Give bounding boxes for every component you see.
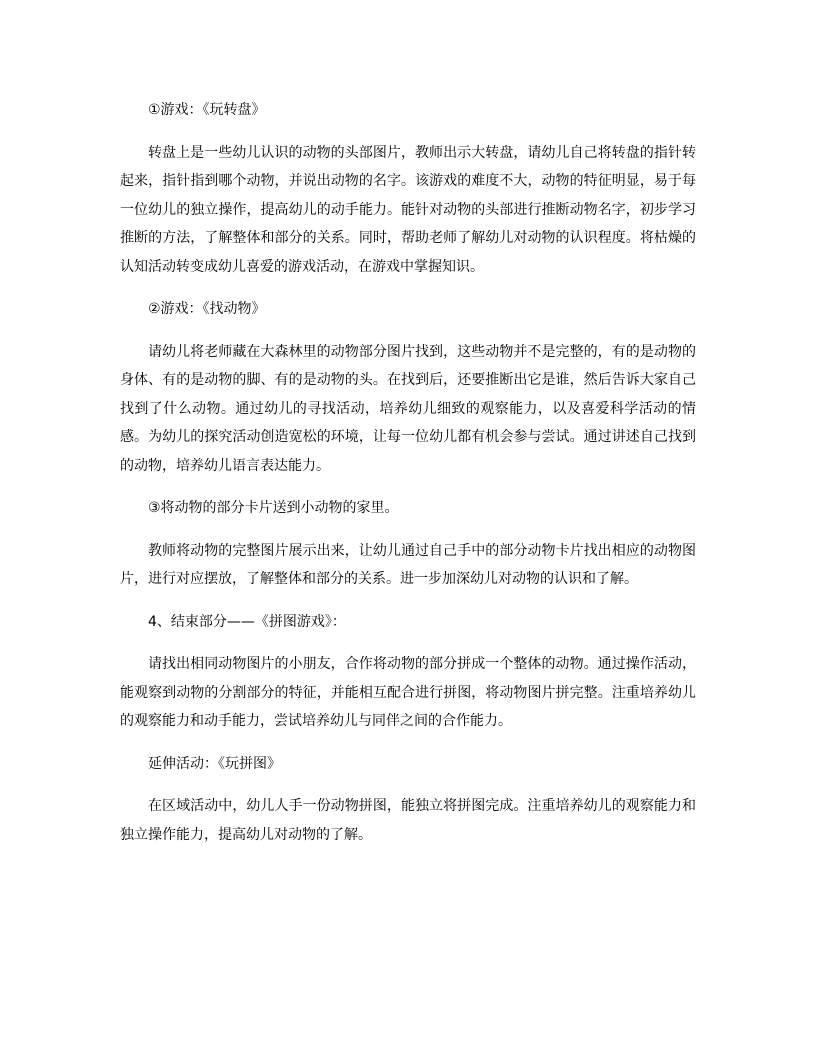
document-body (120, 96, 696, 863)
paragraph-game-2: 请幼儿将老师藏在大森林里的动物部分图片找到，这些动物并不是完整的，有的是动物的身体、有的是动物的脚、有的是动物的头。在找到后，还要推断出它是谁，然后告诉大家自己找到了什么动物。通过幼儿的寻找活动，培养幼儿细致的观察能力，以及喜爱科学活动的情感。为幼儿的探究活动创造宽松的环境，让每一位幼儿都有机会参与尝试。通过讲述自己找到的动物，培养幼儿语言表达能力。 (120, 343, 696, 474)
paragraph-extension: 在区域活动中，幼儿人手一份动物拼图，能独立将拼图完成。注重培养幼儿的观察能力和独立操作能力，提高幼儿对动物的了解。 (120, 798, 696, 843)
section-heading-extension: 延伸活动：《玩拼图》 (148, 755, 281, 772)
section-heading-game-3: ③将动物的部分卡片送到小动物的家里。 (148, 500, 399, 516)
paragraph-ending: 请找出相同动物图片的小朋友，合作将动物的部分拼成一个整体的动物。通过操作活动，能观察到动物的分割部分的特征，并能相互配合进行拼图，将动物图片拼完整。注重培养幼儿的观察能力和动手能力，尝试培养幼儿与同伴之间的合作能力。 (120, 656, 696, 729)
section-heading-game-2: ②游戏：《找动物》 (148, 301, 266, 317)
section-heading-ending: 4、结束部分——《拼图游戏》： (148, 613, 346, 630)
paragraph-game-3: 教师将动物的完整图片展示出来，让幼儿通过自己手中的部分动物卡片找出相应的动物图片，进行对应摆放，了解整体和部分的关系。进一步加深幼儿对动物的认识和了解。 (120, 542, 696, 587)
paragraph-game-1: 转盘上是一些幼儿认识的动物的头部图片，教师出示大转盘，请幼儿自己将转盘的指针转起来，指针指到哪个动物，并说出动物的名字。该游戏的难度不大，动物的特征明显，易于每一位幼儿的独立操作，提高幼儿的动手能力。能针对动物的头部进行推断动物名字，初步学习推断的方法，了解整体和部分的关系。同时，帮助老师了解幼儿对动物的认识程度。将枯燥的认知活动转变成幼儿喜爱的游戏活动，在游戏中掌握知识。 (120, 144, 696, 275)
section-heading-game-1: ①游戏：《玩转盘》 (148, 102, 266, 118)
